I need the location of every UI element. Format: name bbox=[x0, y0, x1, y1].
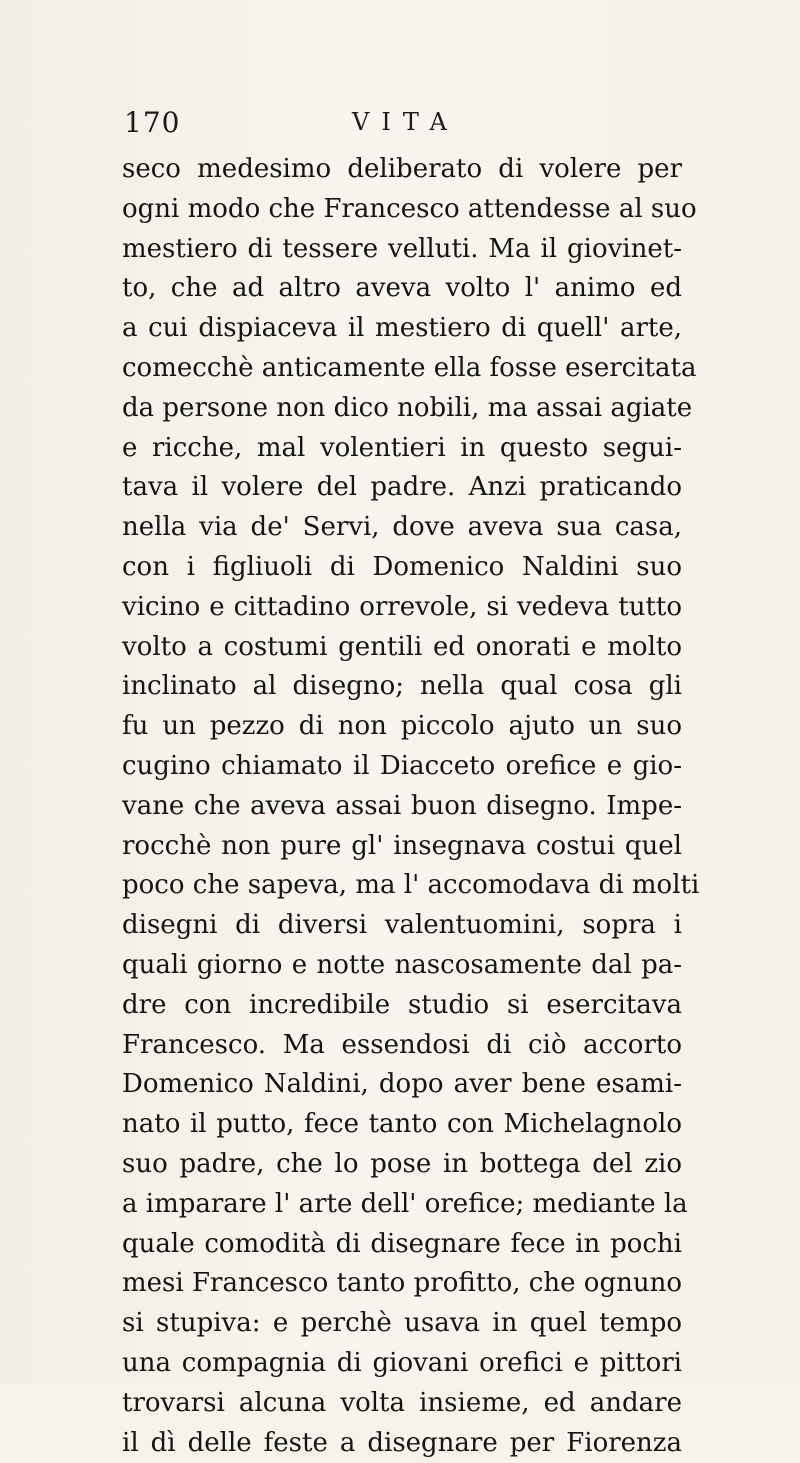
text-line: il dì delle feste a disegnare per Fiorenza bbox=[122, 1424, 682, 1463]
text-line: trovarsi alcuna volta insieme, ed andare bbox=[122, 1384, 682, 1424]
text-line: una compagnia di giovani orefici e pittori bbox=[122, 1344, 682, 1384]
text-line: comecchè anticamente ella fosse esercitata bbox=[122, 349, 682, 389]
text-line: vicino e cittadino orrevole, si vedeva tutto bbox=[122, 588, 682, 628]
text-line: inclinato al disegno; nella qual cosa gli bbox=[122, 667, 682, 707]
text-line: a imparare l' arte dell' orefice; mediante la bbox=[122, 1185, 682, 1225]
text-line: seco medesimo deliberato di volere per bbox=[122, 150, 682, 190]
text-line: da persone non dico nobili, ma assai agiate bbox=[122, 389, 682, 429]
text-line: mesi Francesco tanto profitto, che ognuno bbox=[122, 1264, 682, 1304]
text-line: volto a costumi gentili ed onorati e molto bbox=[122, 628, 682, 668]
text-line: vane che aveva assai buon disegno. Impe- bbox=[122, 787, 682, 827]
text-line: poco che sapeva, ma l' accomodava di molti bbox=[122, 866, 682, 906]
page-number: 170 bbox=[124, 106, 180, 139]
text-line: quali giorno e notte nascosamente dal pa- bbox=[122, 946, 682, 986]
text-line: Domenico Naldini, dopo aver bene esami- bbox=[122, 1065, 682, 1105]
body-text bbox=[122, 150, 682, 1463]
text-line: nato il putto, fece tanto con Michelagnolo bbox=[122, 1105, 682, 1145]
text-line: suo padre, che lo pose in bottega del zio bbox=[122, 1145, 682, 1185]
text-line: quale comodità di disegnare fece in pochi bbox=[122, 1225, 682, 1265]
text-line: fu un pezzo di non piccolo ajuto un suo bbox=[122, 707, 682, 747]
text-line: ogni modo che Francesco attendesse al suo bbox=[122, 190, 682, 230]
text-line: rocchè non pure gl' insegnava costui quel bbox=[122, 827, 682, 867]
text-line: to, che ad altro aveva volto l' animo ed bbox=[122, 269, 682, 309]
text-line: a cui dispiaceva il mestiero di quell' arte, bbox=[122, 309, 682, 349]
text-line: e ricche, mal volentieri in questo segui- bbox=[122, 429, 682, 469]
text-line: Francesco. Ma essendosi di ciò accorto bbox=[122, 1026, 682, 1066]
text-line: nella via de' Servi, dove aveva sua casa, bbox=[122, 508, 682, 548]
text-line: tava il volere del padre. Anzi praticando bbox=[122, 468, 682, 508]
text-line: dre con incredibile studio si esercitava bbox=[122, 986, 682, 1026]
text-line: mestiero di tessere velluti. Ma il giovinet- bbox=[122, 230, 682, 270]
running-head: VITA bbox=[352, 108, 459, 136]
text-line: con i figliuoli di Domenico Naldini suo bbox=[122, 548, 682, 588]
text-line: cugino chiamato il Diacceto orefice e gio- bbox=[122, 747, 682, 787]
page-header bbox=[120, 106, 680, 146]
text-line: si stupiva: e perchè usava in quel tempo bbox=[122, 1304, 682, 1344]
text-line: disegni di diversi valentuomini, sopra i bbox=[122, 906, 682, 946]
